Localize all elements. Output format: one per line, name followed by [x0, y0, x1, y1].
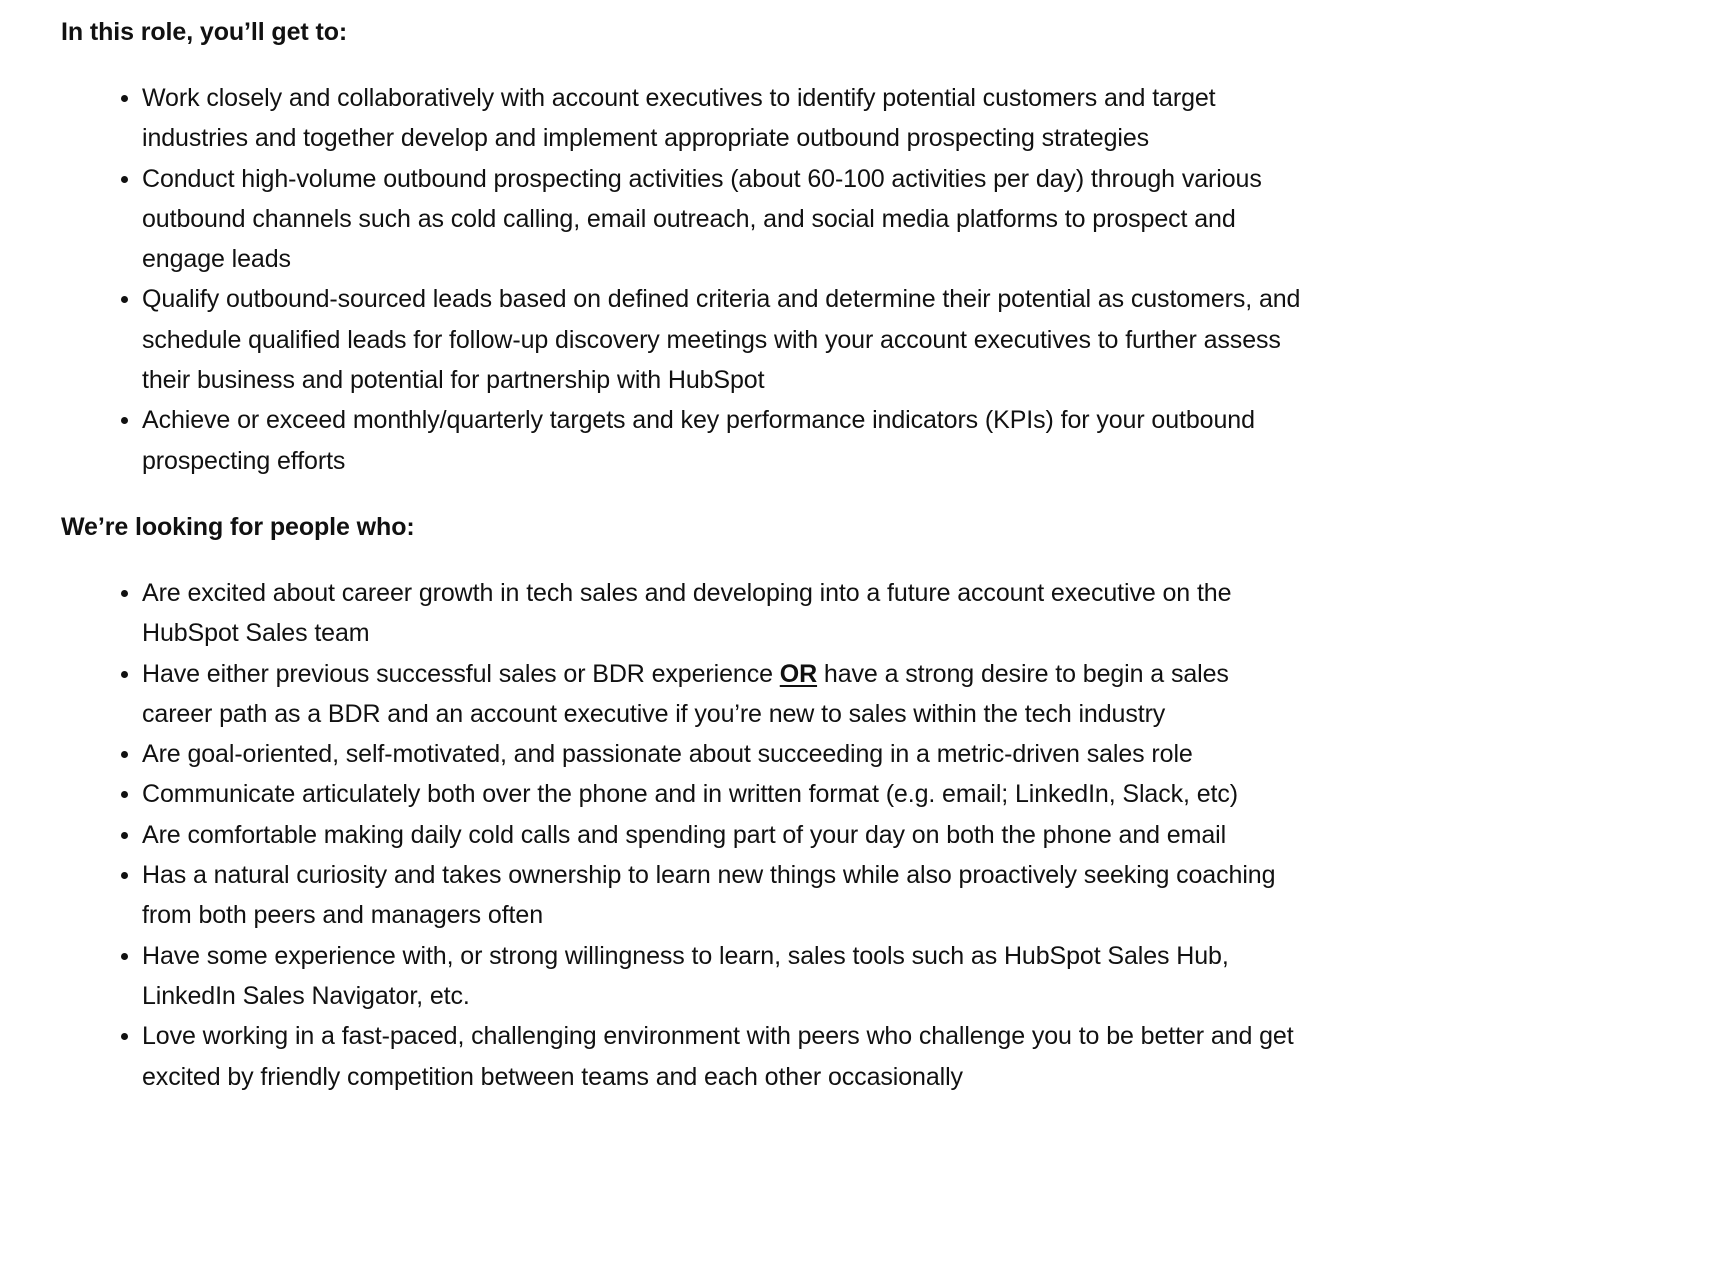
list-item: Has a natural curiosity and takes ownership to learn new things while also proactively seeking coaching from both peers and managers often	[142, 855, 1301, 936]
emphasis-or: OR	[779, 659, 818, 688]
job-description	[61, 12, 1301, 1123]
list-item	[142, 654, 1301, 735]
list-item: Qualify outbound-sourced leads based on defined criteria and determine their potential as customers, and schedule qualified leads for follow-up discovery meetings with your account executives to further assess their business and potential for partnership with HubSpot	[142, 279, 1301, 400]
list-item: Conduct high-volume outbound prospecting activities (about 60-100 activities per day) through various outbound channels such as cold calling, email outreach, and social media platforms to prospect and engage leads	[142, 159, 1301, 280]
list-item: Have some experience with, or strong willingness to learn, sales tools such as HubSpot Sales Hub, LinkedIn Sales Navigator, etc.	[142, 936, 1301, 1017]
list-item-text: Have either previous successful sales or BDR experience	[142, 659, 780, 688]
list-item: Are goal-oriented, self-motivated, and passionate about succeeding in a metric-driven sales role	[142, 734, 1301, 774]
requirements-list	[61, 573, 1301, 1097]
list-item: Work closely and collaboratively with account executives to identify potential customers and target industries and together develop and implement appropriate outbound prospecting strategies	[142, 78, 1301, 159]
responsibilities-list	[61, 78, 1301, 481]
section-heading-requirements: We’re looking for people who:	[61, 512, 415, 541]
list-item-text: have a strong desire to begin a sales career path as a BDR and an account executive if you’re new to sales within the tech industry	[142, 659, 1229, 728]
section-heading-role: In this role, you’ll get to:	[61, 18, 348, 46]
list-item: Love working in a fast-paced, challenging environment with peers who challenge you to be better and get excited by friendly competition between teams and each other occasionally	[142, 1016, 1301, 1097]
list-item: Are excited about career growth in tech sales and developing into a future account executive on the HubSpot Sales team	[142, 573, 1301, 654]
list-item: Are comfortable making daily cold calls and spending part of your day on both the phone and email	[142, 815, 1301, 855]
list-item: Communicate articulately both over the phone and in written format (e.g. email; LinkedIn, Slack, etc)	[142, 774, 1301, 814]
list-item: Achieve or exceed monthly/quarterly targets and key performance indicators (KPIs) for your outbound prospecting efforts	[142, 400, 1301, 481]
